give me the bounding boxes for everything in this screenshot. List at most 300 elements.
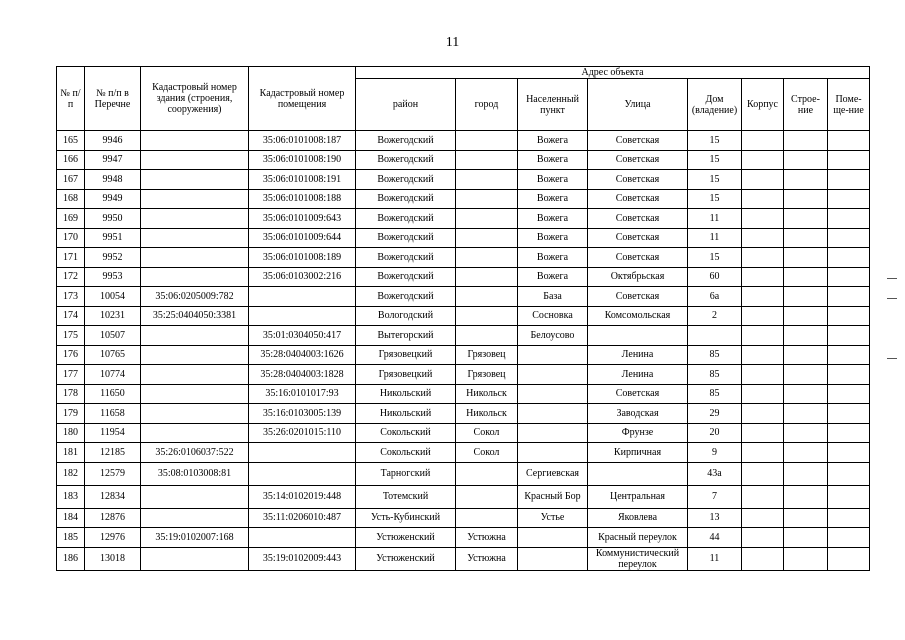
cell-street: Комсомольская bbox=[588, 306, 688, 326]
cell-street: Советская bbox=[588, 228, 688, 248]
cell-street: Красный переулок bbox=[588, 528, 688, 548]
cell-building bbox=[784, 209, 828, 229]
cell-room bbox=[828, 228, 870, 248]
cell-street: Советская bbox=[588, 384, 688, 404]
cell-house: 11 bbox=[688, 228, 742, 248]
table-row bbox=[57, 287, 870, 307]
cell-cad-building bbox=[141, 189, 249, 209]
header-num: № п/п bbox=[57, 67, 85, 131]
cell-room bbox=[828, 170, 870, 190]
cell-house: 11 bbox=[688, 547, 742, 570]
header-street: Улица bbox=[588, 79, 688, 131]
cell-district: Сокольский bbox=[356, 423, 456, 443]
cell-settlement: Вожега bbox=[518, 131, 588, 151]
cell-street: Ленина bbox=[588, 345, 688, 365]
cell-house: 15 bbox=[688, 131, 742, 151]
table-row bbox=[57, 508, 870, 528]
cell-cad-room: 35:28:0404003:1828 bbox=[249, 365, 356, 385]
cell-city bbox=[456, 485, 518, 508]
cell-num: 184 bbox=[57, 508, 85, 528]
cell-korpus bbox=[742, 462, 784, 485]
table-row bbox=[57, 228, 870, 248]
cell-district: Вожегодский bbox=[356, 189, 456, 209]
cell-num: 173 bbox=[57, 287, 85, 307]
property-register-table bbox=[56, 66, 870, 571]
cell-settlement: Вожега bbox=[518, 228, 588, 248]
cell-num: 168 bbox=[57, 189, 85, 209]
cell-korpus bbox=[742, 209, 784, 229]
cell-room bbox=[828, 345, 870, 365]
cell-settlement bbox=[518, 528, 588, 548]
cell-house: 85 bbox=[688, 345, 742, 365]
cell-cad-building bbox=[141, 150, 249, 170]
cell-street: Октябрьская bbox=[588, 267, 688, 287]
cell-building bbox=[784, 306, 828, 326]
cell-cad-building bbox=[141, 508, 249, 528]
cell-district: Устюженский bbox=[356, 547, 456, 570]
cell-korpus bbox=[742, 150, 784, 170]
cell-cad-room: 35:06:0101009:644 bbox=[249, 228, 356, 248]
cell-settlement bbox=[518, 365, 588, 385]
cell-list-num: 9946 bbox=[85, 131, 141, 151]
cell-district: Вологодский bbox=[356, 306, 456, 326]
cell-cad-room bbox=[249, 462, 356, 485]
cell-cad-room: 35:16:0101017:93 bbox=[249, 384, 356, 404]
cell-room bbox=[828, 528, 870, 548]
cell-cad-building: 35:26:0106037:522 bbox=[141, 443, 249, 463]
cell-room bbox=[828, 365, 870, 385]
cell-cad-room: 35:16:0103005:139 bbox=[249, 404, 356, 424]
cell-house: 44 bbox=[688, 528, 742, 548]
cell-num: 178 bbox=[57, 384, 85, 404]
cell-district: Усть-Кубинский bbox=[356, 508, 456, 528]
cell-district: Вожегодский bbox=[356, 228, 456, 248]
cell-num: 167 bbox=[57, 170, 85, 190]
cell-num: 176 bbox=[57, 345, 85, 365]
cell-city bbox=[456, 150, 518, 170]
cell-list-num: 13018 bbox=[85, 547, 141, 570]
cell-settlement bbox=[518, 384, 588, 404]
cell-city: Никольск bbox=[456, 384, 518, 404]
cell-city bbox=[456, 287, 518, 307]
cell-house: 15 bbox=[688, 248, 742, 268]
cell-list-num: 12876 bbox=[85, 508, 141, 528]
cell-street: Советская bbox=[588, 189, 688, 209]
cell-num: 170 bbox=[57, 228, 85, 248]
cell-city: Никольск bbox=[456, 404, 518, 424]
cell-district: Вытегорский bbox=[356, 326, 456, 346]
cell-settlement bbox=[518, 547, 588, 570]
cell-korpus bbox=[742, 423, 784, 443]
header-house: Дом (владение) bbox=[688, 79, 742, 131]
cell-city bbox=[456, 326, 518, 346]
cell-city bbox=[456, 170, 518, 190]
table-row bbox=[57, 384, 870, 404]
margin-mark bbox=[887, 278, 897, 279]
cell-city bbox=[456, 131, 518, 151]
cell-list-num: 9948 bbox=[85, 170, 141, 190]
cell-street: Коммунистический переулок bbox=[588, 547, 688, 570]
cell-cad-room: 35:06:0101008:187 bbox=[249, 131, 356, 151]
table-row bbox=[57, 462, 870, 485]
cell-street: Советская bbox=[588, 131, 688, 151]
cell-house: 15 bbox=[688, 189, 742, 209]
cell-room bbox=[828, 326, 870, 346]
cell-cad-building bbox=[141, 248, 249, 268]
cell-korpus bbox=[742, 508, 784, 528]
cell-cad-building bbox=[141, 547, 249, 570]
cell-settlement: Вожега bbox=[518, 267, 588, 287]
cell-list-num: 10054 bbox=[85, 287, 141, 307]
cell-district: Никольский bbox=[356, 384, 456, 404]
cell-korpus bbox=[742, 189, 784, 209]
cell-city bbox=[456, 209, 518, 229]
cell-settlement: Сергиевская bbox=[518, 462, 588, 485]
header-city: город bbox=[456, 79, 518, 131]
cell-cad-building: 35:06:0205009:782 bbox=[141, 287, 249, 307]
table-row bbox=[57, 485, 870, 508]
cell-settlement: Красный Бор bbox=[518, 485, 588, 508]
cell-district: Вожегодский bbox=[356, 209, 456, 229]
cell-settlement: Вожега bbox=[518, 248, 588, 268]
margin-mark bbox=[887, 358, 897, 359]
cell-district: Вожегодский bbox=[356, 248, 456, 268]
cell-cad-building: 35:08:0103008:81 bbox=[141, 462, 249, 485]
cell-korpus bbox=[742, 547, 784, 570]
cell-list-num: 12579 bbox=[85, 462, 141, 485]
cell-cad-room: 35:14:0102019:448 bbox=[249, 485, 356, 508]
header-list-num: № п/п в Перечне bbox=[85, 67, 141, 131]
cell-num: 166 bbox=[57, 150, 85, 170]
cell-korpus bbox=[742, 326, 784, 346]
cell-korpus bbox=[742, 365, 784, 385]
table-row bbox=[57, 528, 870, 548]
table-row bbox=[57, 189, 870, 209]
cell-list-num: 10774 bbox=[85, 365, 141, 385]
cell-city bbox=[456, 267, 518, 287]
cell-korpus bbox=[742, 248, 784, 268]
cell-cad-room bbox=[249, 443, 356, 463]
cell-cad-room bbox=[249, 528, 356, 548]
header-settlement: Населенный пункт bbox=[518, 79, 588, 131]
cell-list-num: 12185 bbox=[85, 443, 141, 463]
cell-room bbox=[828, 508, 870, 528]
cell-city: Грязовец bbox=[456, 345, 518, 365]
cell-street: Фрунзе bbox=[588, 423, 688, 443]
cell-list-num: 12834 bbox=[85, 485, 141, 508]
cell-list-num: 9947 bbox=[85, 150, 141, 170]
cell-district: Сокольский bbox=[356, 443, 456, 463]
cell-building bbox=[784, 150, 828, 170]
cell-building bbox=[784, 287, 828, 307]
cell-settlement: База bbox=[518, 287, 588, 307]
cell-room bbox=[828, 423, 870, 443]
table-body bbox=[57, 131, 870, 571]
table-row bbox=[57, 150, 870, 170]
cell-cad-building bbox=[141, 170, 249, 190]
cell-district: Вожегодский bbox=[356, 170, 456, 190]
cell-cad-building bbox=[141, 384, 249, 404]
cell-district: Грязовецкий bbox=[356, 345, 456, 365]
cell-korpus bbox=[742, 404, 784, 424]
table-row bbox=[57, 326, 870, 346]
cell-building bbox=[784, 267, 828, 287]
header-cad-room: Кадастровый номер помещения bbox=[249, 67, 356, 131]
cell-house: 85 bbox=[688, 365, 742, 385]
cell-list-num: 11954 bbox=[85, 423, 141, 443]
cell-num: 183 bbox=[57, 485, 85, 508]
cell-cad-room: 35:26:0201015:110 bbox=[249, 423, 356, 443]
cell-settlement: Белоусово bbox=[518, 326, 588, 346]
cell-cad-room: 35:06:0101008:190 bbox=[249, 150, 356, 170]
table-row bbox=[57, 170, 870, 190]
cell-korpus bbox=[742, 345, 784, 365]
cell-cad-building bbox=[141, 326, 249, 346]
cell-cad-room: 35:06:0101008:189 bbox=[249, 248, 356, 268]
cell-street bbox=[588, 462, 688, 485]
cell-city bbox=[456, 228, 518, 248]
cell-settlement bbox=[518, 404, 588, 424]
table-header bbox=[57, 67, 870, 131]
cell-building bbox=[784, 189, 828, 209]
cell-district: Устюженский bbox=[356, 528, 456, 548]
cell-house: 20 bbox=[688, 423, 742, 443]
cell-cad-room: 35:06:0101008:188 bbox=[249, 189, 356, 209]
cell-cad-building bbox=[141, 345, 249, 365]
cell-num: 181 bbox=[57, 443, 85, 463]
table-row bbox=[57, 131, 870, 151]
cell-settlement bbox=[518, 423, 588, 443]
cell-house: 85 bbox=[688, 384, 742, 404]
cell-settlement: Вожега bbox=[518, 150, 588, 170]
cell-korpus bbox=[742, 170, 784, 190]
cell-cad-building bbox=[141, 228, 249, 248]
cell-house bbox=[688, 326, 742, 346]
cell-num: 172 bbox=[57, 267, 85, 287]
cell-korpus bbox=[742, 485, 784, 508]
cell-list-num: 9951 bbox=[85, 228, 141, 248]
cell-city bbox=[456, 306, 518, 326]
table-row bbox=[57, 345, 870, 365]
cell-korpus bbox=[742, 287, 784, 307]
cell-district: Никольский bbox=[356, 404, 456, 424]
table-row bbox=[57, 443, 870, 463]
cell-building bbox=[784, 404, 828, 424]
table-row bbox=[57, 209, 870, 229]
cell-num: 171 bbox=[57, 248, 85, 268]
cell-cad-room bbox=[249, 287, 356, 307]
cell-cad-building bbox=[141, 209, 249, 229]
cell-room bbox=[828, 189, 870, 209]
cell-house: 29 bbox=[688, 404, 742, 424]
header-room: Поме-ще-ние bbox=[828, 79, 870, 131]
cell-list-num: 9952 bbox=[85, 248, 141, 268]
cell-street: Кирпичная bbox=[588, 443, 688, 463]
cell-room bbox=[828, 462, 870, 485]
cell-building bbox=[784, 384, 828, 404]
cell-street: Советская bbox=[588, 150, 688, 170]
cell-building bbox=[784, 528, 828, 548]
table-row bbox=[57, 423, 870, 443]
cell-house: 7 bbox=[688, 485, 742, 508]
cell-city bbox=[456, 508, 518, 528]
header-address-group: Адрес объекта bbox=[356, 67, 870, 79]
table-row bbox=[57, 547, 870, 570]
cell-list-num: 10507 bbox=[85, 326, 141, 346]
cell-city: Устюжна bbox=[456, 528, 518, 548]
page-number: 11 bbox=[445, 35, 460, 50]
cell-district: Вожегодский bbox=[356, 287, 456, 307]
cell-korpus bbox=[742, 228, 784, 248]
cell-building bbox=[784, 508, 828, 528]
cell-cad-room: 35:01:0304050:417 bbox=[249, 326, 356, 346]
cell-house: 13 bbox=[688, 508, 742, 528]
cell-city bbox=[456, 189, 518, 209]
cell-room bbox=[828, 209, 870, 229]
cell-building bbox=[784, 547, 828, 570]
cell-korpus bbox=[742, 384, 784, 404]
cell-street: Заводская bbox=[588, 404, 688, 424]
cell-room bbox=[828, 150, 870, 170]
cell-cad-building bbox=[141, 485, 249, 508]
cell-settlement: Вожега bbox=[518, 189, 588, 209]
cell-cad-building bbox=[141, 404, 249, 424]
cell-room bbox=[828, 404, 870, 424]
cell-room bbox=[828, 267, 870, 287]
cell-settlement: Устье bbox=[518, 508, 588, 528]
cell-cad-building bbox=[141, 267, 249, 287]
cell-street: Советская bbox=[588, 209, 688, 229]
cell-num: 174 bbox=[57, 306, 85, 326]
cell-list-num: 10231 bbox=[85, 306, 141, 326]
cell-cad-room: 35:06:0103002:216 bbox=[249, 267, 356, 287]
cell-num: 186 bbox=[57, 547, 85, 570]
cell-num: 179 bbox=[57, 404, 85, 424]
table-row bbox=[57, 248, 870, 268]
cell-room bbox=[828, 131, 870, 151]
cell-street: Ленина bbox=[588, 365, 688, 385]
cell-building bbox=[784, 485, 828, 508]
cell-building bbox=[784, 170, 828, 190]
cell-num: 177 bbox=[57, 365, 85, 385]
cell-cad-room: 35:06:0101008:191 bbox=[249, 170, 356, 190]
cell-cad-room: 35:19:0102009:443 bbox=[249, 547, 356, 570]
cell-korpus bbox=[742, 267, 784, 287]
table-row bbox=[57, 306, 870, 326]
cell-house: 15 bbox=[688, 170, 742, 190]
cell-list-num: 9949 bbox=[85, 189, 141, 209]
cell-city: Устюжна bbox=[456, 547, 518, 570]
cell-room bbox=[828, 248, 870, 268]
cell-num: 185 bbox=[57, 528, 85, 548]
cell-district: Тотемский bbox=[356, 485, 456, 508]
cell-room bbox=[828, 287, 870, 307]
cell-city: Сокол bbox=[456, 423, 518, 443]
cell-num: 169 bbox=[57, 209, 85, 229]
cell-cad-building: 35:19:0102007:168 bbox=[141, 528, 249, 548]
cell-street: Центральная bbox=[588, 485, 688, 508]
cell-house: 9 bbox=[688, 443, 742, 463]
cell-house: 2 bbox=[688, 306, 742, 326]
cell-house: 15 bbox=[688, 150, 742, 170]
cell-room bbox=[828, 443, 870, 463]
cell-building bbox=[784, 462, 828, 485]
cell-list-num: 11650 bbox=[85, 384, 141, 404]
cell-building bbox=[784, 365, 828, 385]
cell-district: Вожегодский bbox=[356, 131, 456, 151]
header-district: район bbox=[356, 79, 456, 131]
cell-city: Грязовец bbox=[456, 365, 518, 385]
cell-korpus bbox=[742, 131, 784, 151]
cell-settlement bbox=[518, 443, 588, 463]
cell-street: Яковлева bbox=[588, 508, 688, 528]
cell-building bbox=[784, 326, 828, 346]
cell-street: Советская bbox=[588, 287, 688, 307]
cell-cad-room: 35:11:0206010:487 bbox=[249, 508, 356, 528]
cell-settlement: Сосновка bbox=[518, 306, 588, 326]
cell-room bbox=[828, 485, 870, 508]
cell-cad-room bbox=[249, 306, 356, 326]
cell-korpus bbox=[742, 528, 784, 548]
cell-district: Грязовецкий bbox=[356, 365, 456, 385]
cell-list-num: 10765 bbox=[85, 345, 141, 365]
cell-cad-room: 35:28:0404003:1626 bbox=[249, 345, 356, 365]
cell-num: 182 bbox=[57, 462, 85, 485]
cell-list-num: 12976 bbox=[85, 528, 141, 548]
cell-korpus bbox=[742, 306, 784, 326]
cell-house: 6а bbox=[688, 287, 742, 307]
cell-district: Тарногский bbox=[356, 462, 456, 485]
cell-district: Вожегодский bbox=[356, 267, 456, 287]
cell-building bbox=[784, 345, 828, 365]
cell-city: Сокол bbox=[456, 443, 518, 463]
cell-room bbox=[828, 384, 870, 404]
table-row bbox=[57, 267, 870, 287]
table-row bbox=[57, 365, 870, 385]
cell-street: Советская bbox=[588, 170, 688, 190]
header-cad-building: Кадастровый номер здания (строения, сооружения) bbox=[141, 67, 249, 131]
cell-num: 175 bbox=[57, 326, 85, 346]
cell-cad-room: 35:06:0101009:643 bbox=[249, 209, 356, 229]
cell-city bbox=[456, 248, 518, 268]
cell-city bbox=[456, 462, 518, 485]
cell-settlement: Вожега bbox=[518, 209, 588, 229]
cell-street: Советская bbox=[588, 248, 688, 268]
cell-district: Вожегодский bbox=[356, 150, 456, 170]
cell-building bbox=[784, 228, 828, 248]
cell-list-num: 9950 bbox=[85, 209, 141, 229]
cell-cad-building: 35:25:0404050:3381 bbox=[141, 306, 249, 326]
cell-building bbox=[784, 423, 828, 443]
table-row bbox=[57, 404, 870, 424]
cell-num: 180 bbox=[57, 423, 85, 443]
cell-cad-building bbox=[141, 365, 249, 385]
cell-cad-building bbox=[141, 423, 249, 443]
cell-settlement: Вожега bbox=[518, 170, 588, 190]
cell-room bbox=[828, 547, 870, 570]
cell-list-num: 9953 bbox=[85, 267, 141, 287]
cell-building bbox=[784, 131, 828, 151]
cell-settlement bbox=[518, 345, 588, 365]
margin-mark bbox=[887, 298, 897, 299]
header-building: Строе-ние bbox=[784, 79, 828, 131]
cell-house: 43а bbox=[688, 462, 742, 485]
cell-cad-building bbox=[141, 131, 249, 151]
cell-building bbox=[784, 248, 828, 268]
cell-house: 60 bbox=[688, 267, 742, 287]
cell-room bbox=[828, 306, 870, 326]
cell-list-num: 11658 bbox=[85, 404, 141, 424]
